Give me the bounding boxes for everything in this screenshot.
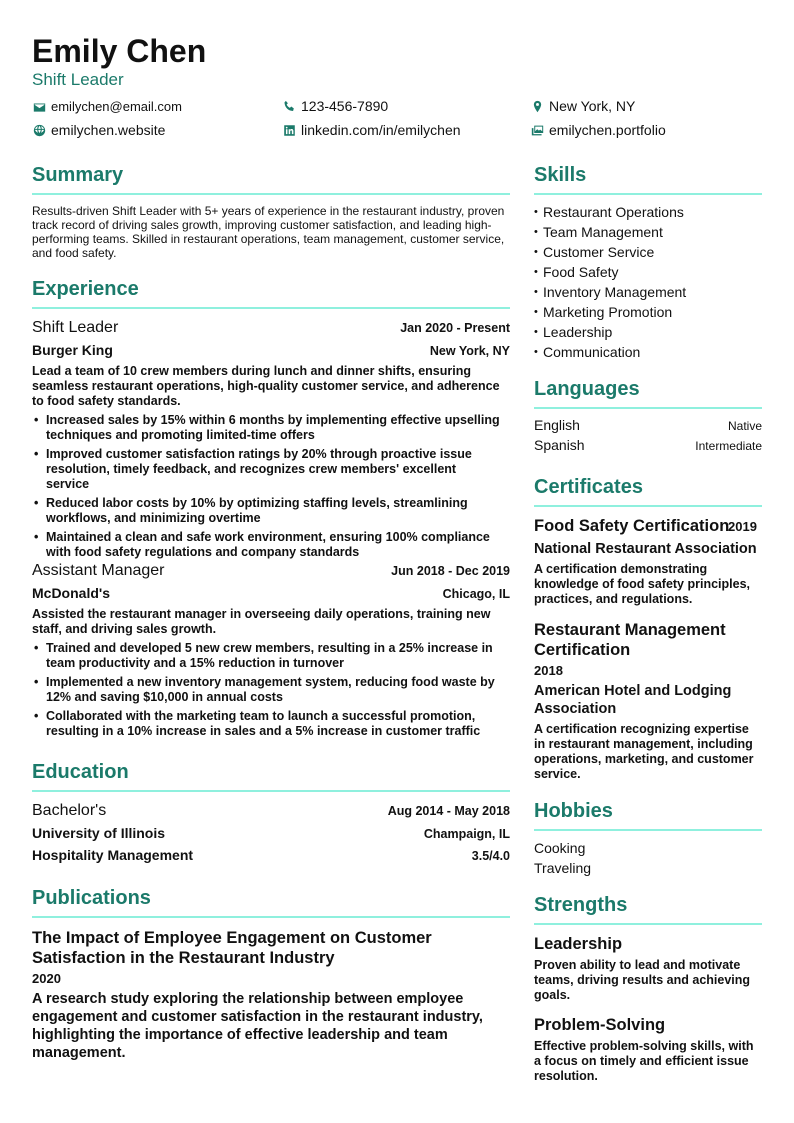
certificate-issuer: American Hotel and Lodging Association (534, 683, 732, 717)
job-dates: Jun 2018 - Dec 2019 (391, 564, 510, 578)
list-item: • Implemented a new inventory management system, reducing food waste by 12% and saving $10,000 in annual costs (32, 675, 502, 705)
job-achievements (32, 641, 502, 743)
envelope-icon (32, 100, 46, 114)
skills-divider (534, 193, 762, 195)
image-gallery-icon (530, 123, 544, 137)
language-level: Intermediate (695, 439, 762, 453)
hobbies-divider (534, 829, 762, 831)
list-item: • Leadership (534, 322, 762, 342)
certificate-issuer: National Restaurant Association (534, 541, 757, 557)
list-item: • Reduced labor costs by 10% by optimizing staffing levels, streamlining workflows, and minimizing overtime (32, 496, 502, 526)
strength-title: Problem-Solving (534, 1016, 666, 1034)
list-item: • Food Safety (534, 262, 762, 282)
strength-description: Proven ability to lead and motivate teams, driving results and achieving goals. (534, 958, 751, 1002)
certificate-description: A certification recognizing expertise in restaurant management, including operations, marketing, and customer service. (534, 722, 754, 781)
skills-list (534, 202, 762, 362)
contact-portfolio[interactable] (530, 122, 666, 138)
summary-divider (32, 193, 510, 195)
publication-title: The Impact of Employee Engagement on Customer Satisfaction in the Restaurant Industry (32, 929, 432, 967)
skills-heading: Skills (534, 164, 587, 186)
summary-heading: Summary (32, 164, 124, 186)
education-degree: Bachelor's (32, 802, 107, 819)
job-location: New York, NY (429, 344, 510, 358)
job-description: Lead a team of 10 crew members during lunch and dinner shifts, ensuring seamless restaurant operations, high-quality customer service, and adherence to food safety standards. (32, 364, 500, 408)
language-name: Spanish (534, 437, 585, 453)
list-item: • Marketing Promotion (534, 302, 762, 322)
job-location: Chicago, IL (442, 587, 510, 601)
job-description: Assisted the restaurant manager in overseeing daily operations, training new staff, and driving sales growth. (32, 607, 491, 636)
education-location: Champaign, IL (423, 827, 510, 841)
education-heading: Education (32, 761, 129, 783)
certificates-divider (534, 505, 762, 507)
hobby-item: Traveling (534, 860, 592, 876)
contact-linkedin-text: linkedin.com/in/emilychen (301, 122, 461, 138)
education-field: Hospitality Management (32, 847, 194, 863)
publication-description: A research study exploring the relationship between employee engagement and customer satisfaction in the restaurant industry, highlighting the importance of effective leadership and team management. (32, 991, 483, 1061)
candidate-name: Emily Chen (32, 33, 207, 69)
experience-heading: Experience (32, 278, 139, 300)
strength-title: Leadership (534, 935, 623, 953)
contact-email[interactable] (32, 99, 182, 115)
publication-year: 2020 (32, 971, 61, 986)
strength-description: Effective problem-solving skills, with a focus on timely and efficient issue resolution. (534, 1039, 754, 1083)
hobby-item: Cooking (534, 840, 586, 856)
contact-location[interactable] (530, 98, 635, 114)
list-item: • Inventory Management (534, 282, 762, 302)
language-level: Native (727, 419, 762, 433)
contact-portfolio-text: emilychen.portfolio (549, 122, 666, 138)
language-row (534, 417, 762, 433)
certificates-heading: Certificates (534, 476, 643, 498)
strengths-divider (534, 923, 762, 925)
contact-location-text: New York, NY (549, 98, 636, 114)
publications-divider (32, 916, 510, 918)
job-dates: Jan 2020 - Present (400, 321, 510, 335)
education-gpa: 3.5/4.0 (471, 849, 510, 863)
certificate-title: Restaurant Management Certification (534, 621, 726, 659)
hobbies-heading: Hobbies (534, 800, 613, 822)
language-name: English (534, 417, 580, 433)
education-dates: Aug 2014 - May 2018 (387, 804, 510, 818)
list-item: • Trained and developed 5 new crew members, resulting in a 25% increase in team productivity and a 15% reduction in turnover (32, 641, 502, 671)
contact-linkedin[interactable] (282, 122, 461, 138)
list-item: • Team Management (534, 222, 762, 242)
languages-divider (534, 407, 762, 409)
job-title: Shift Leader (32, 319, 119, 336)
contact-website[interactable] (32, 122, 165, 138)
certificate-year: 2019 (728, 519, 757, 534)
publications-heading: Publications (32, 887, 151, 909)
globe-icon (32, 123, 46, 137)
contact-website-text: emilychen.website (51, 122, 166, 138)
certificate-title: Food Safety Certification (534, 517, 730, 535)
phone-icon (282, 99, 296, 113)
list-item: • Maintained a clean and safe work environment, ensuring 100% compliance with food safety regulations and company standards (32, 530, 502, 560)
contact-phone[interactable] (282, 98, 388, 114)
linkedin-icon (282, 123, 296, 137)
certificate-year: 2018 (534, 663, 563, 678)
summary-text: Results-driven Shift Leader with 5+ years of experience in the restaurant industry, proven track record of driving sales growth, improving customer satisfaction, and leading high-performing teams. Skilled in restaurant operations, team management, customer service, and food safety. (32, 204, 505, 260)
candidate-role: Shift Leader (32, 70, 124, 89)
education-school: University of Illinois (32, 825, 166, 841)
job-company: McDonald's (32, 585, 111, 601)
contact-email-text: emilychen@email.com (51, 99, 182, 114)
list-item: • Collaborated with the marketing team to launch a successful promotion, resulting in a 10% increase in sales and a 5% increase in customer traffic (32, 709, 502, 739)
list-item: • Increased sales by 15% within 6 months by implementing effective upselling techniques and promoting limited-time offers (32, 413, 502, 443)
education-divider (32, 790, 510, 792)
languages-heading: Languages (534, 378, 640, 400)
certificate-description: A certification demonstrating knowledge of food safety principles, practices, and regulations. (534, 562, 751, 606)
list-item: • Customer Service (534, 242, 762, 262)
map-pin-icon (530, 99, 544, 113)
list-item: • Restaurant Operations (534, 202, 762, 222)
job-achievements (32, 413, 502, 564)
job-title: Assistant Manager (32, 562, 165, 579)
language-row (534, 437, 762, 453)
strengths-heading: Strengths (534, 894, 628, 916)
experience-divider (32, 307, 510, 309)
list-item: • Improved customer satisfaction ratings by 20% through proactive issue resolution, timely feedback, and recognizes crew members' excellent service (32, 447, 502, 492)
list-item: • Communication (534, 342, 762, 362)
job-company: Burger King (32, 342, 113, 358)
contact-phone-text: 123-456-7890 (301, 98, 389, 114)
